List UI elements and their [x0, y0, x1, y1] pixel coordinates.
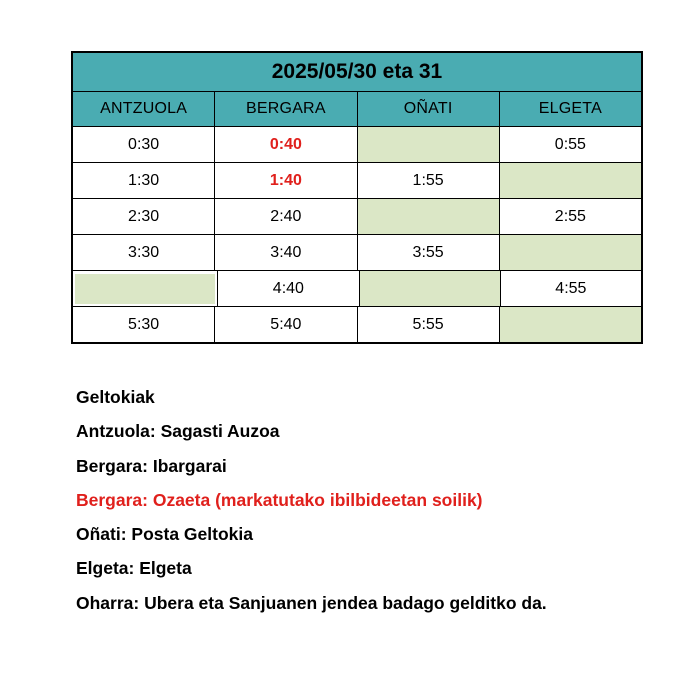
empty-cell — [73, 271, 218, 306]
time-cell: 2:40 — [215, 199, 357, 234]
table-row — [73, 163, 641, 199]
time-cell: 4:40 — [218, 271, 359, 306]
table-row — [73, 235, 641, 271]
empty-cell — [358, 127, 500, 162]
empty-cell — [500, 163, 641, 198]
time-cell: 4:55 — [555, 279, 587, 297]
time-cell: 3:55 — [358, 235, 500, 270]
time-cell: 3:40 — [215, 235, 357, 270]
column-header-elgeta: ELGETA — [538, 100, 602, 117]
time-cell: 0:30 — [73, 127, 215, 162]
column-header-bergara: BERGARA — [215, 92, 357, 126]
column-header-row — [73, 92, 641, 127]
time-cell: 2:30 — [73, 199, 215, 234]
stop-elgeta: Elgeta: Elgeta — [76, 558, 192, 579]
time-cell: 5:30 — [73, 307, 215, 342]
stop-bergara-ozaeta: Bergara: Ozaeta (markatutako ibilbideetan soilik) — [76, 489, 483, 510]
schedule-title: 2025/05/30 eta 31 — [73, 53, 641, 92]
schedule-rows — [73, 127, 641, 342]
column-header-onati: OÑATI — [358, 92, 500, 126]
time-cell: 1:30 — [73, 163, 215, 198]
empty-cell — [360, 271, 501, 306]
stop-onati: Oñati: Posta Geltokia — [76, 524, 253, 545]
empty-cell — [358, 199, 500, 234]
time-cell: 2:55 — [554, 207, 586, 225]
stop-bergara: Bergara: Ibargarai — [76, 455, 227, 476]
column-header-antzuola: ANTZUOLA — [73, 92, 215, 126]
stops-list — [76, 380, 547, 620]
time-cell: 3:30 — [73, 235, 215, 270]
empty-cell — [500, 235, 641, 270]
time-cell: 0:55 — [554, 135, 586, 153]
table-row — [73, 199, 641, 235]
table-row — [73, 127, 641, 163]
time-cell: 0:40 — [215, 127, 357, 162]
time-cell: 5:55 — [358, 307, 500, 342]
time-cell: 1:40 — [215, 163, 357, 198]
schedule-table — [71, 51, 643, 344]
time-cell: 5:40 — [215, 307, 357, 342]
table-row — [73, 271, 641, 307]
time-cell: 1:55 — [358, 163, 500, 198]
stop-antzuola: Antzuola: Sagasti Auzoa — [76, 421, 280, 442]
table-row — [73, 307, 641, 342]
stops-heading: Geltokiak — [76, 387, 155, 407]
empty-cell — [500, 307, 641, 342]
note: Oharra: Ubera eta Sanjuanen jendea badago gelditko da. — [76, 592, 547, 613]
